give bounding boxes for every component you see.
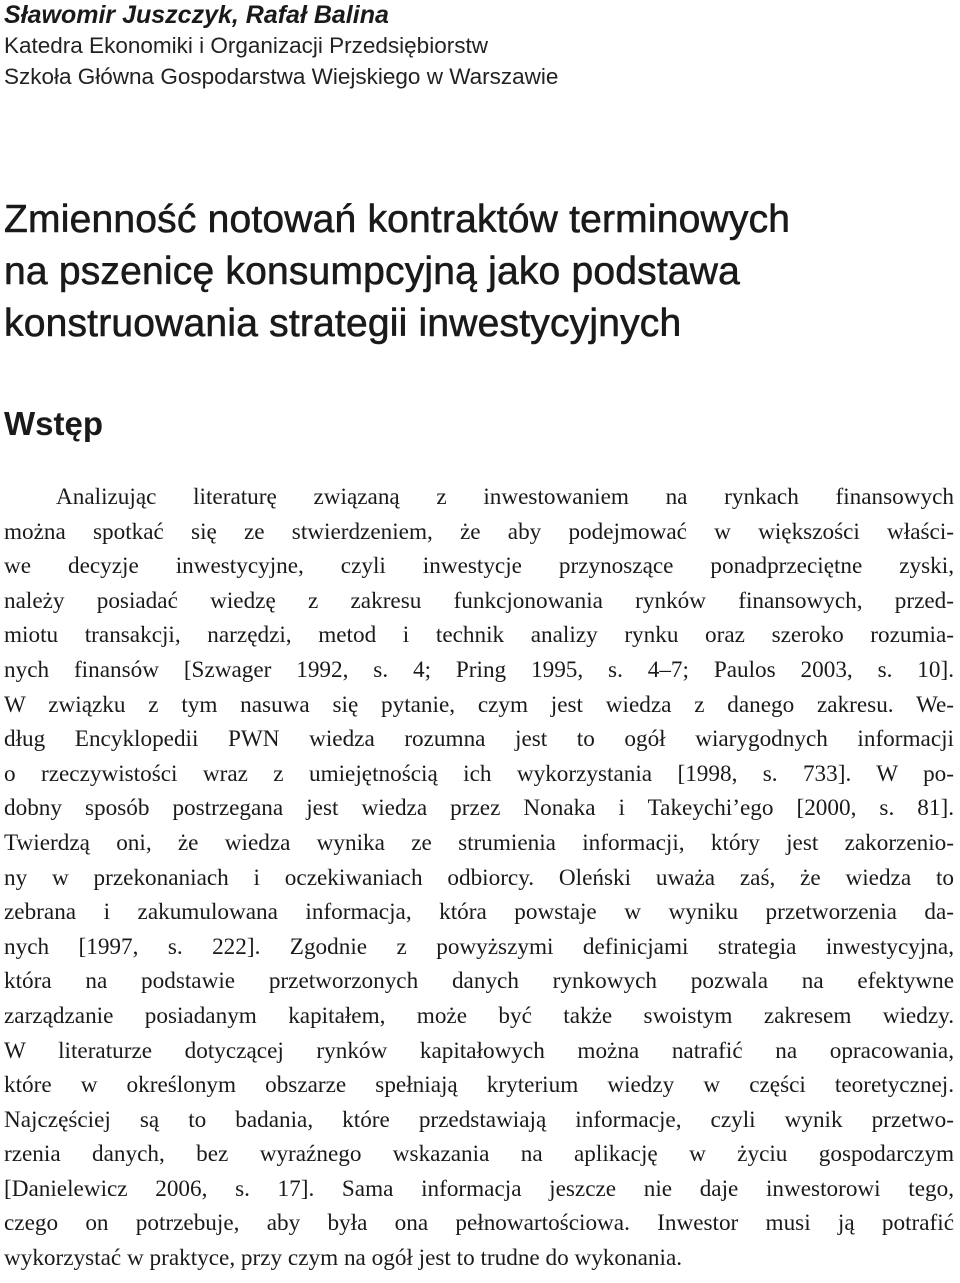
title-line: na pszenicę konsumpcyjną jako podstawa	[4, 250, 741, 293]
body-line: we decyzje inwestycyjne, czyli inwestycje przynoszące ponadprzeciętne zyski,	[4, 553, 954, 580]
body-line: która na podstawie przetworzonych danych rynkowych pozwala na efektywne	[4, 968, 954, 995]
title-line: Zmienność notowań kontraktów terminowych	[4, 198, 791, 241]
body-line: W związku z tym nasuwa się pytanie, czym jest wiedza z danego zakresu. We-	[4, 691, 954, 718]
body-line: wykorzystać w praktyce, przy czym na ogół jest to trudne do wykonania.	[4, 1245, 683, 1272]
department-name: Katedra Ekonomiki i Organizacji Przedsiębiorstw	[4, 33, 488, 58]
body-line: o rzeczywistości wraz z umiejętnością ich wykorzystania [1998, s. 733]. W po-	[4, 760, 954, 787]
title-line: konstruowania strategii inwestycyjnych	[4, 302, 682, 345]
article-title	[4, 194, 954, 350]
section-heading: Wstęp	[4, 405, 103, 442]
body-line: zarządzanie posiadanym kapitałem, może być także swoistym zakresem wiedzy.	[4, 1002, 954, 1029]
body-line: dług Encyklopedii PWN wiedza rozumna jest to ogół wiarygodnych informacji	[4, 726, 954, 753]
body-line: czego on potrzebuje, aby była ona pełnowartościowa. Inwestor musi ją potrafić	[4, 1210, 954, 1237]
body-line: miotu transakcji, narzędzi, metod i technik analizy rynku oraz szeroko rozumia-	[4, 622, 954, 649]
body-line: zebrana i zakumulowana informacja, która powstaje w wyniku przetworzenia da-	[4, 899, 954, 926]
body-text	[4, 480, 954, 1276]
body-line: nych finansów [Szwager 1992, s. 4; Pring 1995, s. 4–7; Paulos 2003, s. 10].	[4, 656, 954, 683]
author-names: Sławomir Juszczyk, Rafał Balina	[4, 1, 389, 29]
body-line: W literaturze dotyczącej rynków kapitałowych można natrafić na opracowania,	[4, 1037, 954, 1064]
body-line: które w określonym obszarze spełniają kryterium wiedzy w części teoretycznej.	[4, 1072, 954, 1099]
body-line: nych [1997, s. 222]. Zgodnie z powyższymi definicjami strategia inwestycyjna,	[4, 933, 954, 960]
body-line: można spotkać się ze stwierdzeniem, że aby podejmować w większości właści-	[4, 518, 954, 545]
body-line: [Danielewicz 2006, s. 17]. Sama informacja jeszcze nie daje inwestorowi tego,	[4, 1175, 954, 1202]
body-line: należy posiadać wiedzę z zakresu funkcjonowania rynków finansowych, przed-	[4, 587, 954, 614]
body-line: dobny sposób postrzegana jest wiedza przez Nonaka i Takeychi’ego [2000, s. 81].	[4, 795, 954, 822]
body-line: Twierdzą oni, że wiedza wynika ze strumienia informacji, który jest zakorzenio-	[4, 829, 954, 856]
institution-name: Szkoła Główna Gospodarstwa Wiejskiego w Warszawie	[4, 64, 559, 89]
body-line: ny w przekonaniach i oczekiwaniach odbiorcy. Oleński uważa zaś, że wiedza to	[4, 864, 954, 891]
author-block	[4, 0, 944, 92]
body-line: Analizując literaturę związaną z inwestowaniem na rynkach finansowych	[56, 484, 954, 510]
body-line: Najczęściej są to badania, które przedstawiają informacje, czyli wynik przetwo-	[4, 1106, 954, 1133]
body-line: rzenia danych, bez wyraźnego wskazania na aplikację w życiu gospodarczym	[4, 1141, 954, 1168]
